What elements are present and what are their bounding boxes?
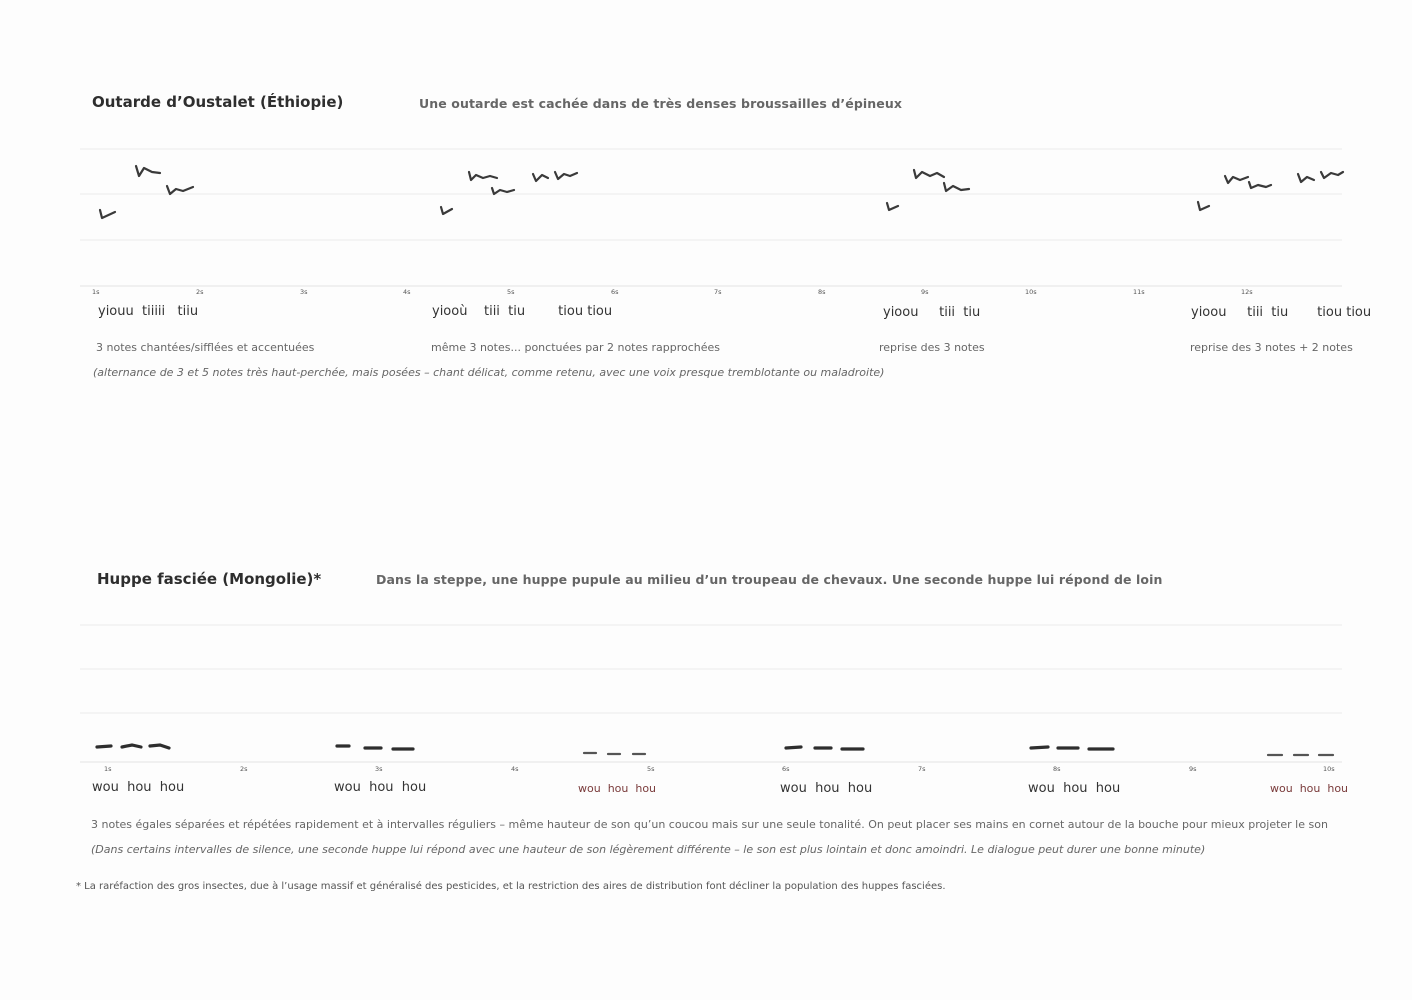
section2-description: Dans la steppe, une huppe pupule au milieu d’un troupeau de chevaux. Une seconde huppe lui répond de loin [376,572,1163,587]
note-mark [97,746,111,747]
tick-label: 4s [403,288,411,296]
section1-description: Une outarde est cachée dans de très denses broussailles d’épineux [419,96,903,111]
syllables-call-3: wou hou hou [780,781,873,796]
tick-label: 5s [647,765,655,773]
note-group-4: reprise des 3 notes + 2 notes [1190,341,1353,354]
tick-label: 2s [196,288,204,296]
note-mark [786,747,801,748]
section1-comment: (alternance de 3 et 5 notes très haut-perchée, mais posées – chant délicat, comme retenu, avec une voix presque tremblotante ou maladroite) [93,366,885,379]
tick-label: 9s [1189,765,1197,773]
tick-label: 10s [1323,765,1335,773]
tick-label: 7s [714,288,722,296]
note-group-3: reprise des 3 notes [879,341,985,354]
tick-label: 8s [818,288,826,296]
section1-title: Outarde d’Oustalet (Éthiopie) [92,93,344,111]
note-mark [150,745,169,748]
tick-label: 9s [921,288,929,296]
syllables-reply-1: wou hou hou [578,782,657,795]
note-group-2: même 3 notes... ponctuées par 2 notes rapprochées [431,341,721,354]
syllables-call-1: wou hou hou [92,780,185,795]
tick-label: 6s [611,288,619,296]
syllables-group-2: yiooù tiii tiu tiou tiou [432,304,613,319]
tick-label: 2s [240,765,248,773]
tick-label: 3s [375,765,383,773]
note-group-1: 3 notes chantées/sifflées et accentuées [96,341,315,354]
tick-label: 3s [300,288,308,296]
section2-note: 3 notes égales séparées et répétées rapidement et à intervalles réguliers – même hauteur de son qu’un coucou mais sur une seule tonalité. On peut placer ses mains en cornet autour de la bouche pour mieux projeter le son [91,818,1328,831]
tick-label: 1s [92,288,100,296]
tick-label: 11s [1133,288,1145,296]
tick-label: 7s [918,765,926,773]
note-mark [1031,747,1048,748]
tick-label: 12s [1241,288,1253,296]
note-mark [122,745,141,747]
tick-label: 5s [507,288,515,296]
section2-comment: (Dans certains intervalles de silence, une seconde huppe lui répond avec une hauteur de son légèrement différente – le son est plus lointain et donc amoindri. Le dialogue peut durer une bonne minute) [91,843,1206,856]
tick-label: 1s [104,765,112,773]
footnote: * La raréfaction des gros insectes, due à l’usage massif et généralisé des pesticides, et la restriction des aires de distribution font décliner la population des huppes fasciées. [76,881,946,892]
syllables-reply-2: wou hou hou [1270,782,1349,795]
tick-label: 4s [511,765,519,773]
tick-label: 6s [782,765,790,773]
syllables-group-4: yioou tiii tiu tiou tiou [1191,305,1372,320]
syllables-call-4: wou hou hou [1028,781,1121,796]
section2-title: Huppe fasciée (Mongolie)* [97,570,322,588]
syllables-group-1: yiouu tiiiii tiiu [98,304,199,319]
tick-label: 8s [1053,765,1061,773]
syllables-group-3: yioou tiii tiu [883,305,981,320]
syllables-call-2: wou hou hou [334,780,427,795]
tick-label: 10s [1025,288,1037,296]
